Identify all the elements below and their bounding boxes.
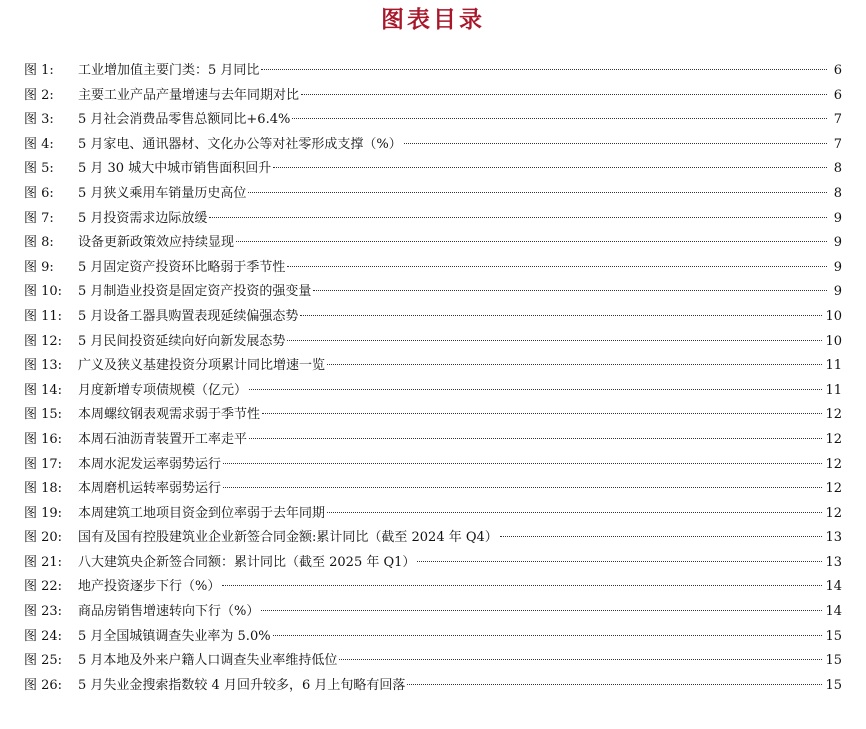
toc-dot-leader (209, 217, 827, 218)
toc-entry-text[interactable]: 设备更新政策效应持续显现 (78, 235, 235, 251)
toc-entry-text[interactable]: 月度新增专项债规模（亿元） (78, 382, 248, 398)
toc-dot-leader (500, 536, 823, 537)
toc-entry-page-number[interactable]: 7 (833, 112, 842, 128)
toc-entry-label: 图 5: (24, 161, 54, 177)
toc-entry[interactable] (24, 182, 842, 207)
toc-entry-text[interactable]: 本周螺纹钢表观需求弱于季节性 (78, 407, 261, 423)
toc-entry-page-number[interactable]: 12 (825, 407, 842, 423)
toc-dot-leader (223, 463, 822, 464)
toc-entry[interactable] (24, 502, 842, 527)
toc-dot-leader (287, 266, 827, 267)
toc-dot-leader (223, 487, 822, 488)
toc-entry-page-number[interactable]: 14 (825, 604, 842, 620)
toc-dot-leader (249, 438, 822, 439)
toc-entry[interactable] (24, 305, 842, 330)
toc-entry-text[interactable]: 5 月狭义乘用车销量历史高位 (78, 185, 247, 201)
toc-entry-text[interactable]: 5 月民间投资延续向好向新发展态势 (78, 333, 286, 349)
toc-entry[interactable] (24, 625, 842, 650)
toc-entry-page-number[interactable]: 11 (825, 358, 842, 374)
toc-entry-page-number[interactable]: 6 (833, 63, 842, 78)
toc-entry-label: 图 7: (24, 210, 54, 226)
toc-entry-page-number[interactable]: 10 (825, 333, 842, 349)
toc-dot-leader (313, 290, 827, 291)
toc-dot-leader (273, 167, 827, 168)
toc-entry-page-number[interactable]: 8 (833, 185, 842, 201)
toc-entry-label: 图 24: (24, 628, 63, 644)
toc-entry-page-number[interactable]: 9 (833, 259, 842, 275)
toc-entry-label: 图 3: (24, 112, 54, 128)
toc-dot-leader (249, 389, 822, 390)
toc-entry-text[interactable]: 本周石油沥青装置开工率走平 (78, 431, 248, 447)
toc-entry-page-number[interactable]: 7 (833, 136, 842, 152)
toc-entry[interactable] (24, 428, 842, 453)
toc-entry-label: 图 6: (24, 185, 54, 201)
toc-entry-page-number[interactable]: 13 (825, 554, 842, 570)
toc-entry[interactable] (24, 354, 842, 379)
toc-entry-page-number[interactable]: 13 (825, 530, 842, 546)
toc-entry[interactable] (24, 157, 842, 182)
toc-dot-leader (300, 315, 822, 316)
toc-entry[interactable] (24, 403, 842, 428)
toc-entry-text[interactable]: 工业增加值主要门类：5 月同比 (78, 63, 260, 78)
toc-entry-page-number[interactable]: 15 (825, 628, 842, 644)
toc-entry-text[interactable]: 5 月全国城镇调查失业率为 5.0% (78, 628, 271, 644)
toc-entry-page-number[interactable]: 15 (825, 677, 842, 693)
toc-entry[interactable] (24, 280, 842, 305)
toc-entry-page-number[interactable]: 12 (825, 481, 842, 497)
toc-dot-leader (248, 192, 827, 193)
toc-dot-leader (327, 364, 822, 365)
toc-entry-text[interactable]: 本周水泥发运率弱势运行 (78, 456, 222, 472)
toc-entry-page-number[interactable]: 11 (825, 382, 842, 398)
toc-dot-leader (327, 512, 822, 513)
toc-entry-label: 图 20: (24, 530, 63, 546)
toc-entry-label: 图 23: (24, 604, 63, 620)
toc-entry-label: 图 1: (24, 63, 54, 78)
toc-entry[interactable] (24, 575, 842, 600)
toc-entry-text[interactable]: 本周磨机运转率弱势运行 (78, 481, 222, 497)
toc-dot-leader (292, 118, 827, 119)
toc-list (24, 59, 842, 698)
toc-entry-text[interactable]: 八大建筑央企新签合同额：累计同比（截至 2025 年 Q1） (78, 554, 416, 570)
toc-entry[interactable] (24, 649, 842, 674)
toc-dot-leader (301, 94, 827, 95)
toc-dot-leader (261, 610, 822, 611)
toc-entry[interactable] (24, 84, 842, 109)
toc-entry[interactable] (24, 256, 842, 281)
toc-entry-text[interactable]: 5 月社会消费品零售总额同比+6.4% (78, 112, 291, 128)
toc-entry-text[interactable]: 5 月固定资产投资环比略弱于季节性 (78, 259, 286, 275)
toc-dot-leader (236, 241, 827, 242)
toc-entry-label: 图 10: (24, 284, 63, 300)
toc-entry-text[interactable]: 5 月失业金搜索指数较 4 月回升较多，6 月上旬略有回落 (78, 677, 406, 693)
toc-entry-label: 图 15: (24, 407, 63, 423)
toc-entry-label: 图 13: (24, 358, 63, 374)
toc-entry-text[interactable]: 本周建筑工地项目资金到位率弱于去年同期 (78, 505, 326, 521)
toc-entry[interactable] (24, 231, 842, 256)
toc-entry-page-number[interactable]: 14 (825, 579, 842, 595)
toc-entry-label: 图 8: (24, 235, 54, 251)
toc-entry-text[interactable]: 5 月制造业投资是固定资产投资的强变量 (78, 284, 312, 300)
toc-entry-text[interactable]: 主要工业产品产量增速与去年同期对比 (78, 87, 300, 103)
toc-entry[interactable] (24, 600, 842, 625)
toc-entry[interactable] (24, 108, 842, 133)
toc-dot-leader (407, 684, 822, 685)
toc-dot-leader (261, 69, 827, 70)
toc-dot-leader (404, 143, 827, 144)
toc-entry[interactable] (24, 453, 842, 478)
toc-entry-label: 图 11: (24, 308, 63, 324)
toc-entry[interactable] (24, 207, 842, 232)
toc-dot-leader (273, 635, 823, 636)
toc-title: 图表目录 (381, 6, 485, 33)
toc-dot-leader (287, 340, 822, 341)
toc-entry-label: 图 2: (24, 87, 54, 103)
toc-entry-text[interactable]: 5 月家电、通讯器材、文化办公等对社零形成支撑（%） (78, 136, 402, 152)
toc-entry-text[interactable]: 5 月投资需求边际放缓 (78, 210, 208, 226)
toc-entry[interactable] (24, 674, 842, 699)
toc-entry[interactable] (24, 330, 842, 355)
toc-entry-page-number[interactable]: 9 (833, 235, 842, 251)
toc-dot-leader (222, 585, 822, 586)
toc-entry-page-number[interactable]: 8 (833, 161, 842, 177)
toc-dot-leader (417, 561, 822, 562)
toc-entry-label: 图 26: (24, 677, 63, 693)
toc-entry-page-number[interactable]: 12 (825, 431, 842, 447)
toc-entry-label: 图 17: (24, 456, 63, 472)
toc-entry[interactable] (24, 379, 842, 404)
toc-entry-text[interactable]: 5 月本地及外来户籍人口调查失业率维持低位 (78, 653, 338, 669)
toc-entry-page-number[interactable]: 9 (833, 210, 842, 226)
toc-entry-page-number[interactable]: 12 (825, 505, 842, 521)
toc-entry-page-number[interactable]: 10 (825, 308, 842, 324)
toc-entry-page-number[interactable]: 12 (825, 456, 842, 472)
toc-entry-label: 图 12: (24, 333, 63, 349)
toc-dot-leader (262, 413, 822, 414)
toc-entry-text[interactable]: 5 月设备工器具购置表现延续偏强态势 (78, 308, 299, 324)
toc-entry-text[interactable]: 商品房销售增速转向下行（%） (78, 604, 260, 620)
toc-entry-label: 图 21: (24, 554, 63, 570)
toc-entry-text[interactable]: 地产投资逐步下行（%） (78, 579, 221, 595)
toc-entry-label: 图 4: (24, 136, 54, 152)
toc-entry-page-number[interactable]: 15 (825, 653, 842, 669)
toc-entry-label: 图 19: (24, 505, 63, 521)
toc-entry-label: 图 18: (24, 481, 63, 497)
toc-entry-label: 图 16: (24, 431, 63, 447)
toc-entry-label: 图 9: (24, 259, 54, 275)
toc-entry[interactable] (24, 133, 842, 158)
toc-entry-page-number[interactable]: 9 (833, 284, 842, 300)
toc-entry-label: 图 22: (24, 579, 63, 595)
toc-entry-page-number[interactable]: 6 (833, 87, 842, 103)
toc-dot-leader (339, 659, 822, 660)
toc-entry[interactable] (24, 477, 842, 502)
toc-entry[interactable] (24, 526, 842, 551)
toc-entry-text[interactable]: 5 月 30 城大中城市销售面积回升 (78, 161, 272, 177)
toc-entry-text[interactable]: 国有及国有控股建筑业企业新签合同金额:累计同比（截至 2024 年 Q4） (78, 530, 498, 546)
toc-entry-label: 图 14: (24, 382, 63, 398)
toc-entry[interactable] (24, 551, 842, 576)
toc-entry-text[interactable]: 广义及狭义基建投资分项累计同比增速一览 (78, 358, 326, 374)
toc-entry[interactable] (24, 59, 842, 84)
toc-entry-label: 图 25: (24, 653, 63, 669)
